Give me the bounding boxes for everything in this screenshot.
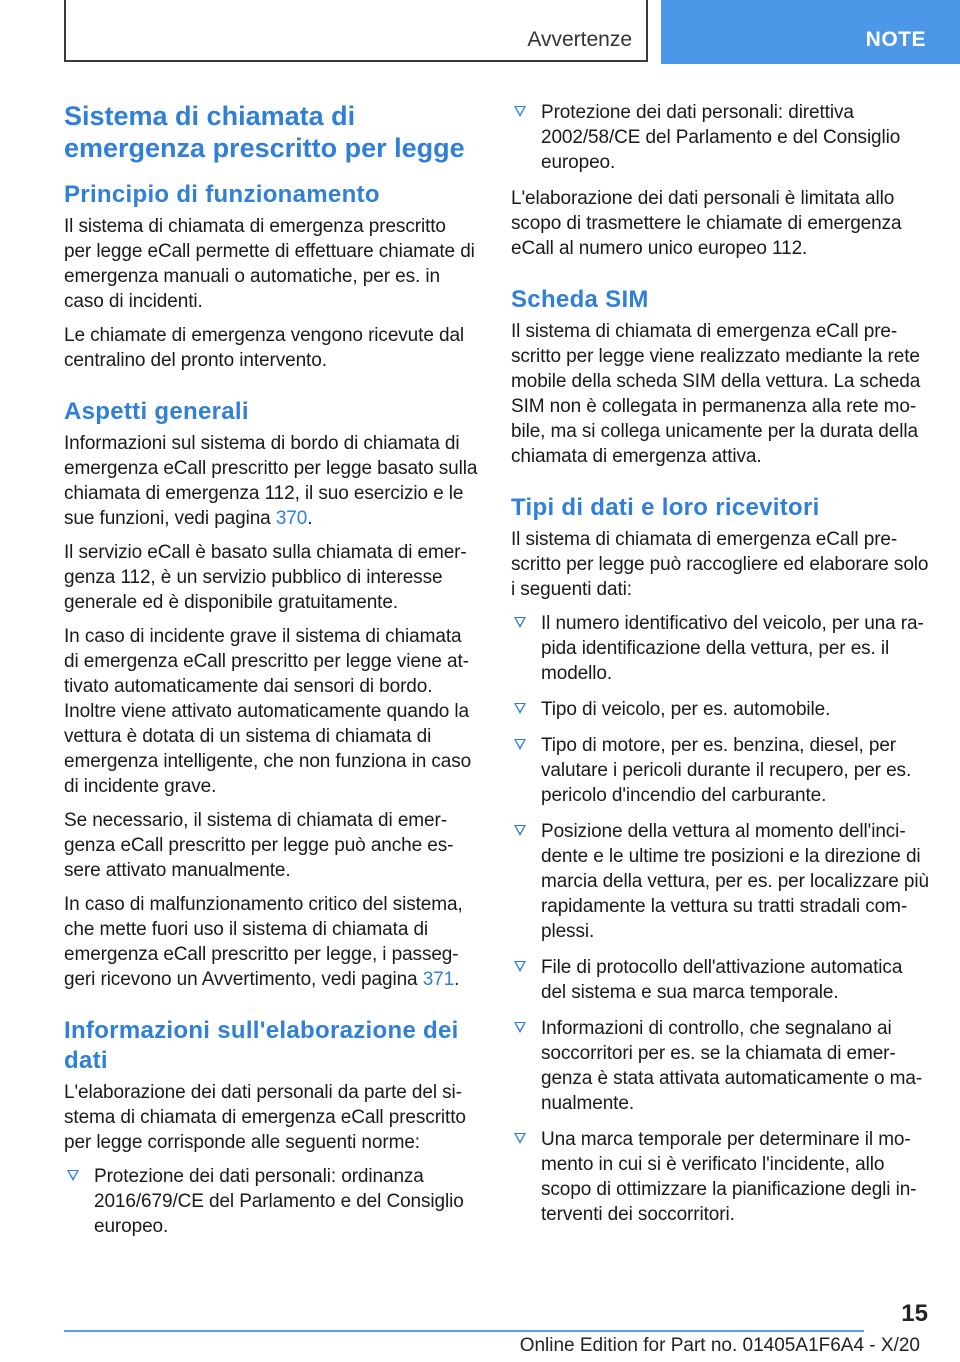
list <box>64 1164 478 1239</box>
list <box>511 611 931 1227</box>
list-item-text: Tipo di veicolo, per es. automobile. <box>541 699 831 720</box>
page-title: Sistema di chiamata di emergenza prescritto per legge <box>64 101 465 163</box>
header-section-title: Avvertenze <box>527 28 632 51</box>
section-sim <box>511 285 931 469</box>
list-item-text: Informazioni di controllo, che segnalano ai soccorritori per es. se la chiamata di emergenza è stata attivata automaticamente o manualmente. <box>541 1018 923 1114</box>
list-item-text: Il numero identificativo del veicolo, per una rapida identificazione della vettura, per es. il modello. <box>541 613 924 684</box>
triangle-bullet-icon <box>514 617 526 628</box>
list-item <box>511 1016 931 1116</box>
section-elaborazione <box>64 1016 478 1239</box>
triangle-bullet-icon <box>514 825 526 836</box>
paragraph-end: . <box>454 969 460 990</box>
triangle-bullet-icon <box>514 106 526 117</box>
paragraph: L'elaborazione dei dati personali da parte del sistema di chiamata di emergenza eCall prescritto per legge corrisponde alle seguenti norme: <box>64 1082 466 1153</box>
list-item <box>511 100 931 175</box>
page-link-371[interactable]: 371 <box>422 969 455 990</box>
list-item <box>511 1127 931 1227</box>
section-tipi-dati <box>511 493 931 1227</box>
triangle-bullet-icon <box>514 1022 526 1033</box>
paragraph: Il servizio eCall è basato sulla chiamata di emergenza 112, è un servizio pubblico di interesse generale ed è disponibile gratuitamente. <box>64 542 467 613</box>
page-link-370[interactable]: 370 <box>275 508 308 529</box>
paragraph: In caso di incidente grave il sistema di chiamata di emergenza eCall prescritto per legge viene attivato automaticamente dai sensori di bordo. Inoltre viene attivato automaticamente quando la vettura è dotata di un sistema di chiamata di emergenza intelligente, che non funziona in caso di incidente grave. <box>64 626 472 797</box>
list-item <box>511 611 931 686</box>
paragraph-end: . <box>307 508 313 529</box>
heading-aspetti: Aspetti generali <box>64 398 249 425</box>
list-item <box>64 1164 478 1239</box>
heading-sim: Scheda SIM <box>511 286 649 313</box>
paragraph-text: In caso di malfunzionamento critico del sistema, che mette fuori uso il sistema di chiamata di emergenza eCall prescritto per legge, i passeggeri ricevono un Avvertimento, vedi pagina <box>64 894 463 990</box>
heading-principio: Principio di funzionamento <box>64 181 380 208</box>
heading-tipi-dati: Tipi di dati e loro ricevitori <box>511 494 820 521</box>
triangle-bullet-icon <box>67 1170 79 1181</box>
left-column <box>64 100 478 1263</box>
paragraph <box>64 892 478 992</box>
paragraph-text: Informazioni sul sistema di bordo di chiamata di emergenza eCall prescritto per legge basato sulla chiamata di emergenza 112, il suo esercizio e le sue funzioni, vedi pagina <box>64 433 478 529</box>
list-item-text: Una marca temporale per determinare il momento in cui si è verificato l'incidente, allo scopo di ottimizzare la pianificazione degli interventi dei soccorritori. <box>541 1129 917 1225</box>
paragraph: L'elaborazione dei dati personali è limitata allo scopo di trasmettere le chiamate di emergenza eCall al numero unico europeo 112. <box>511 188 902 259</box>
footer-divider <box>64 1330 864 1332</box>
section-principio <box>64 180 478 373</box>
list-item-text: Tipo di motore, per es. benzina, diesel, per valutare i pericoli durante il recupero, per es. pericolo d'incendio del carburante. <box>541 735 912 806</box>
header-tab-label: NOTE <box>865 28 926 51</box>
triangle-bullet-icon <box>514 739 526 750</box>
footer-edition: Online Edition for Part no. 01405A1F6A4 - X/20 <box>519 1335 920 1356</box>
triangle-bullet-icon <box>514 1133 526 1144</box>
list <box>511 100 931 175</box>
paragraph: Se necessario, il sistema di chiamata di emergenza eCall prescritto per legge può anche essere attivato manualmente. <box>64 810 454 881</box>
paragraph <box>64 431 478 531</box>
list-item <box>511 733 931 808</box>
list-item-text: Protezione dei dati personali: direttiva 2002/58/CE del Parlamento e del Consiglio europeo. <box>541 102 901 173</box>
paragraph: Il sistema di chiamata di emergenza prescritto per legge eCall permette di effettuare chiamate di emergenza manuali o automatiche, per es. in caso di incidenti. <box>64 216 475 312</box>
header-tab-box <box>661 0 960 64</box>
list-item <box>511 697 931 722</box>
paragraph: Il sistema di chiamata di emergenza eCall prescritto per legge può raccogliere ed elaborare solo i seguenti dati: <box>511 529 929 600</box>
list-item <box>511 955 931 1005</box>
triangle-bullet-icon <box>514 703 526 714</box>
section-aspetti <box>64 397 478 992</box>
header-section-box <box>64 0 648 62</box>
right-column <box>511 100 931 1251</box>
list-item-text: Protezione dei dati personali: ordinanza 2016/679/CE del Parlamento e del Consiglio europeo. <box>94 1166 464 1237</box>
paragraph: Le chiamate di emergenza vengono ricevute dal centralino del pronto intervento. <box>64 325 465 371</box>
triangle-bullet-icon <box>514 961 526 972</box>
paragraph: Il sistema di chiamata di emergenza eCall prescritto per legge viene realizzato mediante la rete mobile della scheda SIM della vettura. La scheda SIM non è collegata in permanenza alla rete mobile, ma si collega unicamente per la durata della chiamata di emergenza attiva. <box>511 321 921 467</box>
page-number: 15 <box>901 1300 928 1327</box>
list-item <box>511 819 931 944</box>
list-item-text: Posizione della vettura al momento dell'incidente e le ultime tre posizioni e la direzione di marcia della vettura, per es. per localizzare più rapidamente la vettura su tratti stradali complessi. <box>541 821 929 942</box>
list-item-text: File di protocollo dell'attivazione automatica del sistema e sua marca temporale. <box>541 957 903 1003</box>
heading-elaborazione: Informazioni sull'elaborazione dei dati <box>64 1017 459 1074</box>
